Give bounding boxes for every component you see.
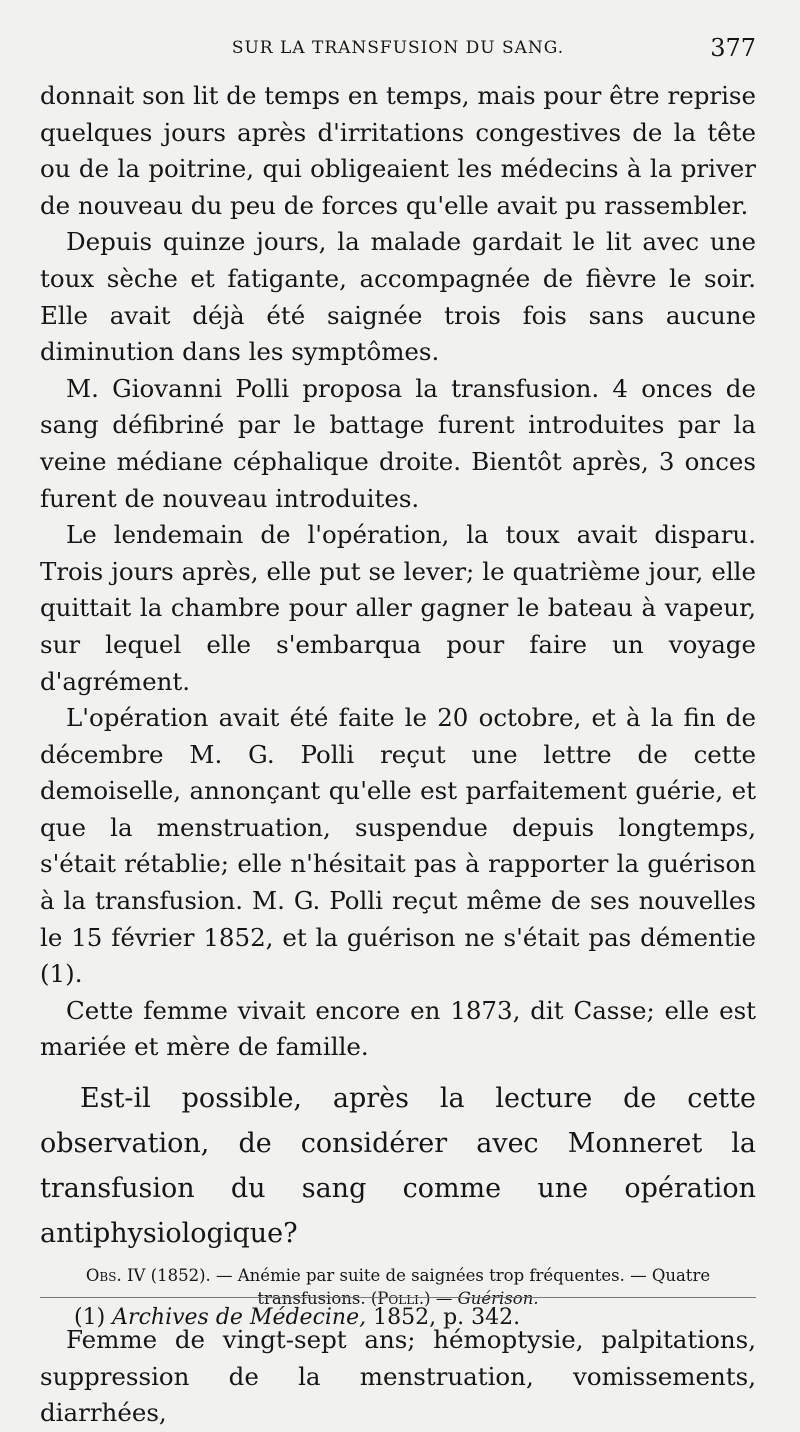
bold-question: Est-il possible, après la lecture de cette observation, de considérer avec Monneret la transfusion du sang comme une opération antiphysiologique? bbox=[40, 1083, 756, 1250]
paragraph: M. Giovanni Polli proposa la transfusion. 4 onces de sang défibriné par le battage furent introduites par la veine médiane céphalique droite. Bientôt après, 3 onces furent de nouveau introduites. bbox=[40, 373, 756, 513]
footnote bbox=[74, 1305, 520, 1330]
paragraph: Depuis quinze jours, la malade gardait le lit avec une toux sèche et fatigante, accompagnée de fièvre le soir. Elle avait déjà été saignée trois fois sans aucune diminution dans les symptômes. bbox=[40, 227, 756, 367]
running-head-title: SUR LA TRANSFUSION DU SANG. bbox=[231, 38, 565, 58]
observation-label: Obs. IV bbox=[85, 1266, 146, 1286]
observation-description: (1852). — Anémie par suite de saignées trop fréquentes. — Quatre transfusions. ( bbox=[150, 1266, 711, 1309]
observation-separator: .) — bbox=[418, 1289, 458, 1309]
footnote-reference: (1). bbox=[40, 959, 83, 989]
footnote-source: Archives de Médecine, bbox=[112, 1305, 367, 1330]
footnote-marker: (1) bbox=[74, 1305, 106, 1330]
paragraph-with-note bbox=[40, 700, 756, 993]
paragraph-continuation: donnait son lit de temps en temps, mais pour être reprise quelques jours après d'irritations congestives de la tête ou de la poitrine, qui obligeaient les médecins à la priver de nouveau du peu de forces qu'elle avait pu rassembler. bbox=[40, 81, 756, 220]
footnote-details: 1852, p. 342. bbox=[373, 1305, 521, 1330]
observation-result: Guérison. bbox=[457, 1289, 539, 1309]
paragraph: Femme de vingt-sept ans; hémoptysie, palpitations, suppression de la menstruation, vomissements, diarrhées, bbox=[40, 1325, 756, 1428]
paragraph: Le lendemain de l'opération, la toux avait disparu. Trois jours après, elle put se lever; le quatrième jour, elle quittait la chambre pour aller gagner le bateau à vapeur, sur lequel elle s'embarqua pour faire un voyage d'agrément. bbox=[40, 520, 756, 696]
observation-heading bbox=[40, 1264, 756, 1310]
observation-author: Polli bbox=[377, 1289, 419, 1309]
running-head bbox=[40, 34, 756, 64]
page-number: 377 bbox=[710, 34, 756, 62]
body-text bbox=[40, 78, 756, 1432]
paragraph-text: L'opération avait été faite le 20 octobre, et à la fin de décembre M. G. Polli reçut une lettre de cette demoiselle, annonçant qu'elle est parfaitement guérie, et que la menstruation, suspendue depuis longtemps, s'était rétablie; elle n'hésitait pas à rapporter la guérison à la transfusion. M. G. Polli reçut même de ses nouvelles le 15 février 1852, et la guérison ne s'était pas démentie bbox=[40, 703, 756, 952]
paragraph: Cette femme vivait encore en 1873, dit Casse; elle est mariée et mère de famille. bbox=[40, 995, 756, 1062]
footnote-rule bbox=[40, 1297, 756, 1298]
